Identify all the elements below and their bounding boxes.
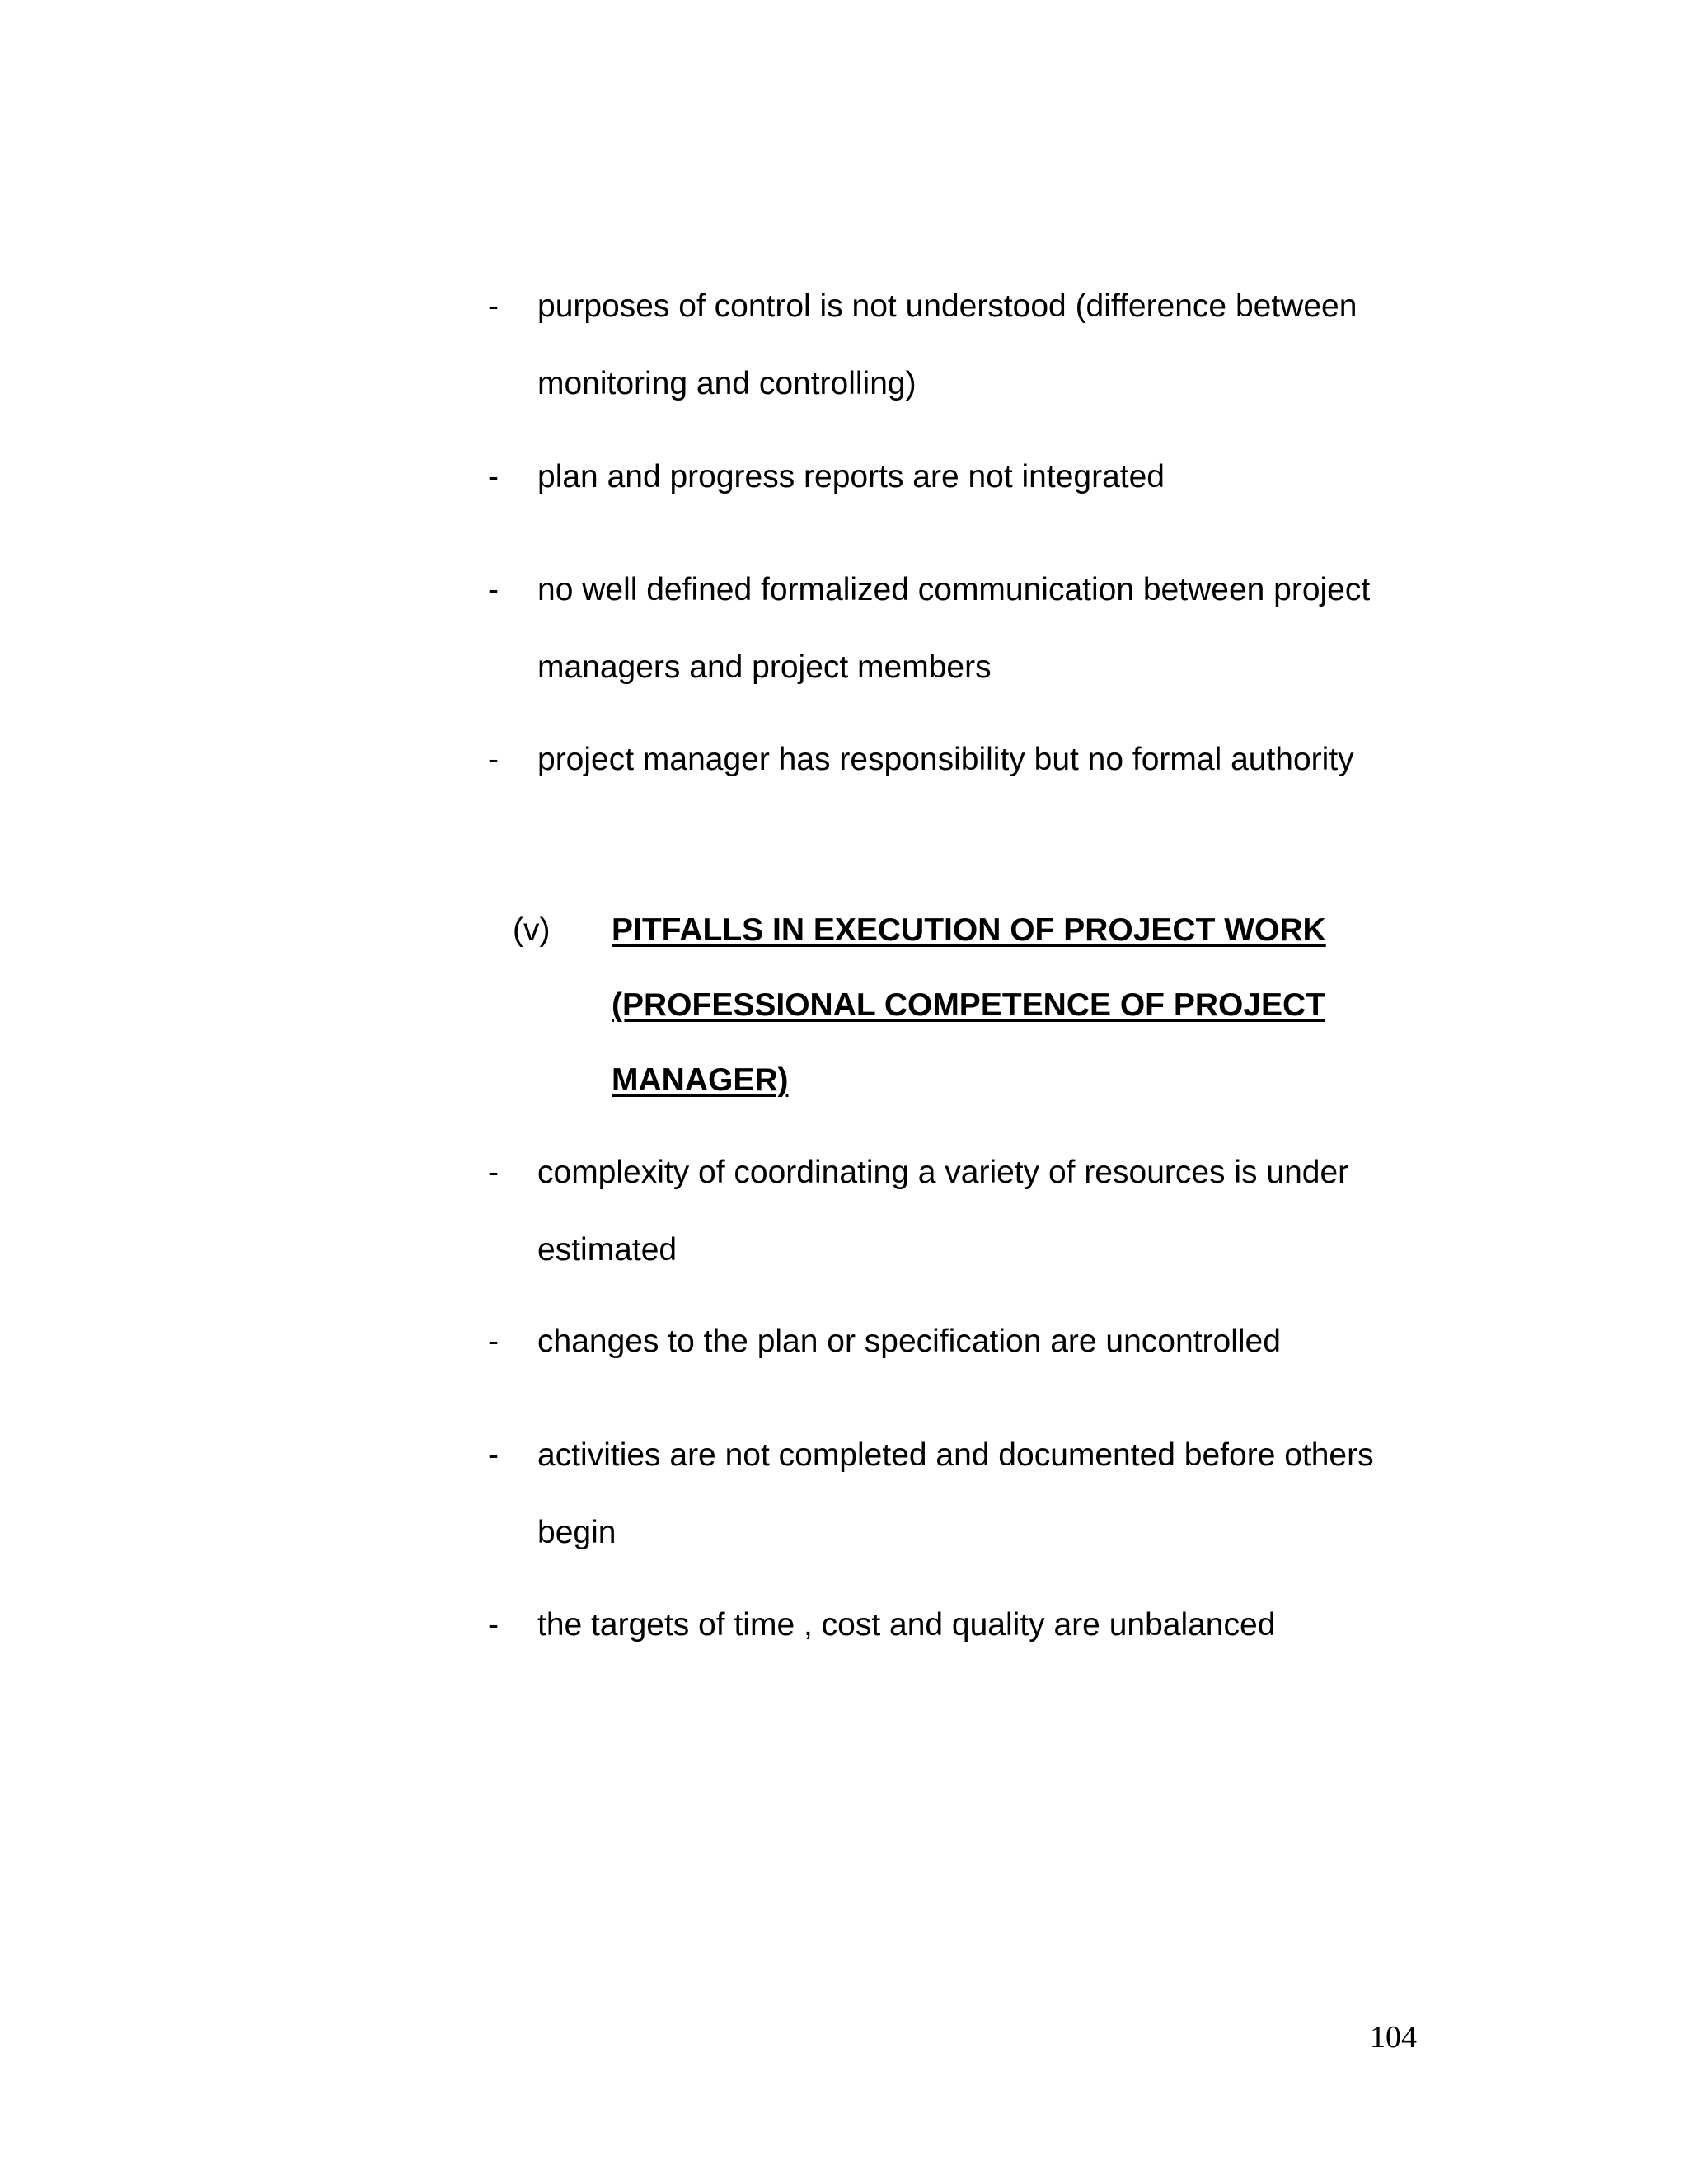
bullet-marker: - [488, 1155, 499, 1190]
list-item-text: estimated [537, 1232, 678, 1268]
list-item-text: project manager has responsibility but no formal authority [537, 742, 1354, 777]
list-item-text: plan and progress reports are not integrated [537, 459, 1165, 494]
list-item-text: begin [537, 1515, 617, 1550]
bullet-marker: - [488, 459, 499, 494]
bullet-marker: - [488, 572, 499, 607]
list-item-text: complexity of coordinating a variety of resources is under [537, 1155, 1349, 1190]
section-heading-line: PITFALLS IN EXECUTION OF PROJECT WORK [612, 912, 1326, 948]
list-item-text: purposes of control is not understood (difference between [537, 288, 1357, 324]
list-item-text: no well defined formalized communication between project [537, 572, 1371, 607]
list-item-text: changes to the plan or specification are uncontrolled [537, 1324, 1281, 1359]
bullet-marker: - [488, 1324, 499, 1359]
list-item-text: activities are not completed and documented before others [537, 1437, 1374, 1473]
section-marker: (v) [513, 912, 551, 948]
list-item-text: the targets of time , cost and quality are unbalanced [537, 1607, 1276, 1643]
section-heading-line: MANAGER) [612, 1062, 789, 1098]
bullet-marker: - [488, 742, 499, 777]
list-item-text: managers and project members [537, 649, 992, 685]
bullet-marker: - [488, 288, 499, 324]
list-item-text: monitoring and controlling) [537, 366, 917, 401]
bullet-marker: - [488, 1607, 499, 1643]
section-heading-line: (PROFESSIONAL COMPETENCE OF PROJECT [612, 987, 1326, 1023]
bullet-marker: - [488, 1437, 499, 1473]
page-number: 104 [1370, 2020, 1417, 2055]
